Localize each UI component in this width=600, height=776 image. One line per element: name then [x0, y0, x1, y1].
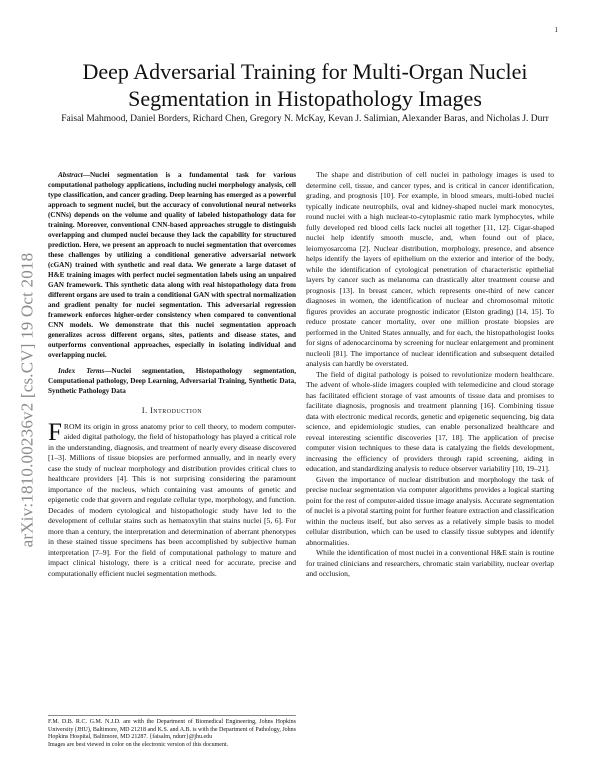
- abstract-label: Abstract: [58, 171, 83, 179]
- intro-paragraph: [48, 418, 296, 580]
- index-terms-text: —Nuclei segmentation, Histopathology segmentation, Computational pathology, Deep Learning, Adversarial Training, Synthetic Data, Synthetic Pathology Data: [48, 367, 296, 395]
- arxiv-stamp-text: arXiv:1810.00236v2 [cs.CV] 19 Oct 2018: [17, 252, 36, 548]
- paper-title: Deep Adversarial Training for Multi-Organ Nuclei Segmentation in Histopathology Images: [82, 59, 528, 111]
- page-number: 1: [554, 26, 558, 34]
- body-paragraph-3: Given the importance of nuclear distribution and morphology the task of precise nuclear segmentation via computer algorithms provides a logical starting point for the rest of computer-aided tissue image analysis. Accurate segmentation of nuclei is a pivotal starting point for further feature extraction and classification within the nucleus itself, but also serves as a relatively simple basis to model cellular distribution, which can be used to classify tissue subtypes and identify abnormalities.: [306, 474, 554, 547]
- body-paragraph-1: The shape and distribution of cell nuclei in pathology images is used to determine cell, tissue, and cancer types, and is critical in cancer identification, grading, and prognosis [10]. For example, in blood smears, multi-lobed nuclei typically indicate neutrophils, oval and kidney-shaped nuclei mark monocytes, round nuclei with a high nuclear-to-cytoplasmic ratio mark lymphocytes, while fully developed red blood cells lack nuclei all together [11, 12]. Cigar-shaped nuclei help identify smooth muscle, and, when found out of place, leiomyosarcoma [2]. Nuclear distribution, morphology, presence, and absence helps identify the layers of epithelium on the exterior and interior of the body, while the identification of cytological penetration of characteristic epithelial layers by cancer such as melanoma can drastically alter treatment course and prognosis [13]. In breast cancer, which represents one-third of new cancer diagnoses in women, the identification of nuclear and chromosomal mitotic figures provides an accurate prognostic indicator (Elston grading) [14, 15]. To reduce prostate cancer mortality, over one million prostate biopsies are performed in the United States annually, and for each, the histopathologist looks for signs of adenocarcinoma by screening for nuclear enlargement and prominent nucleoli [81]. The importance of nuclear identification and subsequent detailed analysis can hardly be overstated.: [306, 170, 554, 368]
- arxiv-stamp: [18, 210, 36, 590]
- drop-cap: F: [48, 418, 62, 446]
- abstract: [48, 170, 296, 360]
- left-column: [48, 170, 296, 579]
- body-paragraph-4: While the identification of most nuclei in a conventional H&E stain is routine for trained clinicians and researchers, chromatic stain variability, nuclear overlap and occlusion,: [306, 548, 554, 578]
- index-terms: [48, 366, 296, 396]
- footnote: F.M. D.B. R.C. G.M. N.J.D. are with the Department of Biomedical Engineering, Johns Hopkins University (JHU), Baltimore, MD 21218 and K.S. and A.B. is with the Department of Pathology, Johns Hopkins Hospital, Baltimore, MD 21287. {faisalm, ndurr}@jhu.edu Images are best viewed in color on the electronic version of this document.: [48, 715, 296, 749]
- abstract-text: —Nuclei segmentation is a fundamental task for various computational pathology applications, including nuclei morphology analysis, cell type classification, and cancer grading. Deep learning has emerged as a powerful approach to segment nuclei, but the accuracy of convolutional neural networks (CNNs) depends on the volume and quality of labeled histopathology data for training. Moreover, conventional CNN-based approaches struggle to distinguish overlapping and clumped nuclei because they lack the capability for structured prediction. Here, we present an approach to nuclei segmentation that overcomes these challenges by utilizing a conditional generative adversarial network (cGAN) trained with synthetic and real data. We generate a large dataset of H&E training images with perfect nuclei segmentation labels using an unpaired GAN framework. This synthetic data along with real histopathology data from different organs are used to train a conditional GAN with spectral normalization and gradient penalty for nuclei segmentation. This adversarial regression framework enforces higher-order consistency when compared to conventional CNN models. We demonstrate that this nuclei segmentation approach generalizes across different organs, sites, patients and disease states, and outperforms conventional approaches, especially in isolating individual and overlapping nuclei.: [48, 171, 296, 359]
- author-list: Faisal Mahmood, Daniel Borders, Richard Chen, Gregory N. McKay, Kevan J. Salimian, Alexander Baras, and Nicholas J. Durr: [61, 114, 549, 124]
- body-paragraph-2: The field of digital pathology is poised to revolutionize modern healthcare. The advent of whole-slide imagers coupled with telemedicine and cloud storage has facilitated efficient storage of vast amounts of tissue data and promises to facilitate diagnosis, prognosis and treatment planning [16]. Combining tissue data with electronic medical records, genetic and epigenetic sequencing, big data science, and epidemiologic studies, can enable personalized healthcare and reveal interesting scientific discoveries [17, 18]. The application of precise computer vision techniques to these data is catalyzing the fields development, increasing the efficiency of providers through rapid screening, aiding in education, and standardizing analysis to reduce observer variability [10, 19–21].: [306, 369, 554, 473]
- right-column: [306, 170, 554, 580]
- index-terms-label: Index Terms: [58, 367, 105, 375]
- intro-paragraph-text: its origin in gross anatomy prior to cell theory, to modern computer-aided digital pathology, the field of histopathology has played a critical role in the understanding, diagnosis, and treatment of nearly every disease discovered [1–3]. Millions of tissue biopsies are performed annually, and in nearly every case the study of nuclear morphology and distribution provides critical clues to healthcare providers [4]. This is not surprising considering the paramount importance of the nucleus, which containing vast amounts of genetic and epigenetic code that govern and regulate cellular type, morphology, and function. Decades of modern cytological and histopathologic study have led to the development of cellular stains such as hematoxylin that stains nuclei [5, 6]. For more than a century, the interpretation and determination of aberrant phenotypes in these stained tissue specimens has been accomplished by subjective human interpretation [7–9]. For the field of computational pathology to mature and impact clinical histology, there is a critical need for accurate, precise and computationally efficient nuclei segmentation methods.: [48, 421, 296, 578]
- section-heading-introduction: I. Introduction: [141, 406, 203, 415]
- intro-first-word: ROM: [63, 421, 82, 431]
